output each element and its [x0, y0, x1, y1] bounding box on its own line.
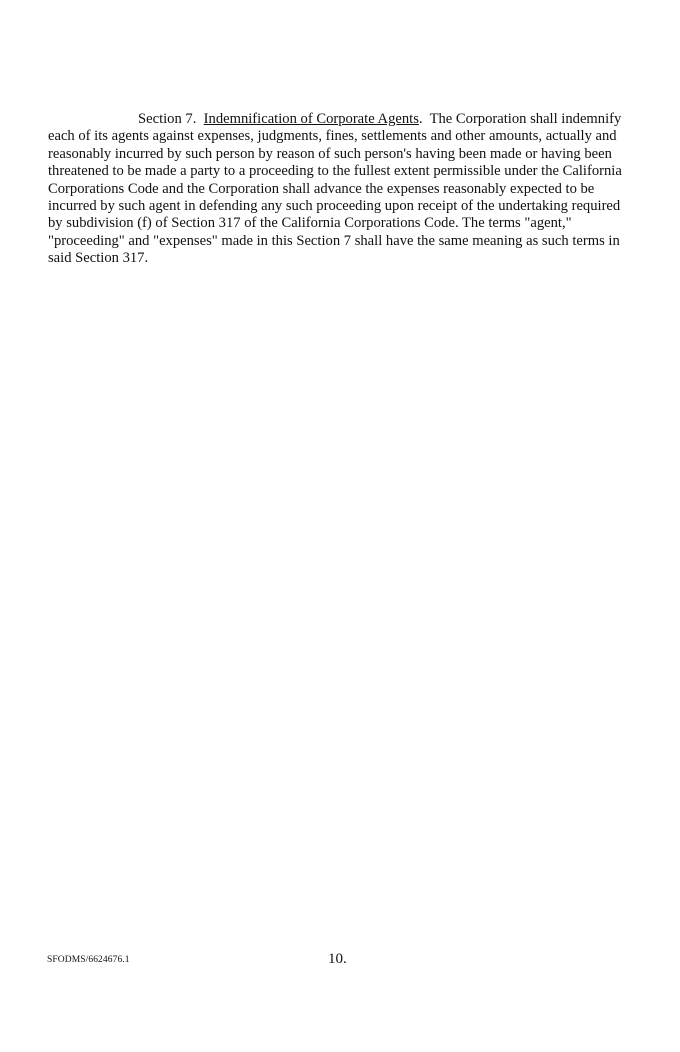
document-id: SFODMS/6624676.1 [47, 955, 130, 965]
section-body: The Corporation shall indemnify each of its agents against expenses, judgments, fines, settlements and other amounts, actually and reasonably incurred by such person by reason of such person's having been made or having been threatened to be made a party to a proceeding to the fullest extent permissible under the California Corporations Code and the Corporation shall advance the expenses reasonably expected to be incurred by such agent in defending any such proceeding upon receipt of the undertaking required by subdivision (f) of Section 317 of the California Corporations Code. The terms "agent," "proceeding" and "expenses" made in this Section 7 shall have the same meaning as such terms in said Section 317. [48, 111, 622, 267]
page-number: 10. [328, 951, 347, 967]
section-title: Indemnification of Corporate Agents [203, 111, 419, 127]
section-7-paragraph [48, 111, 630, 268]
section-title-period: . [418, 111, 423, 127]
section-number: Section 7. [138, 111, 197, 127]
